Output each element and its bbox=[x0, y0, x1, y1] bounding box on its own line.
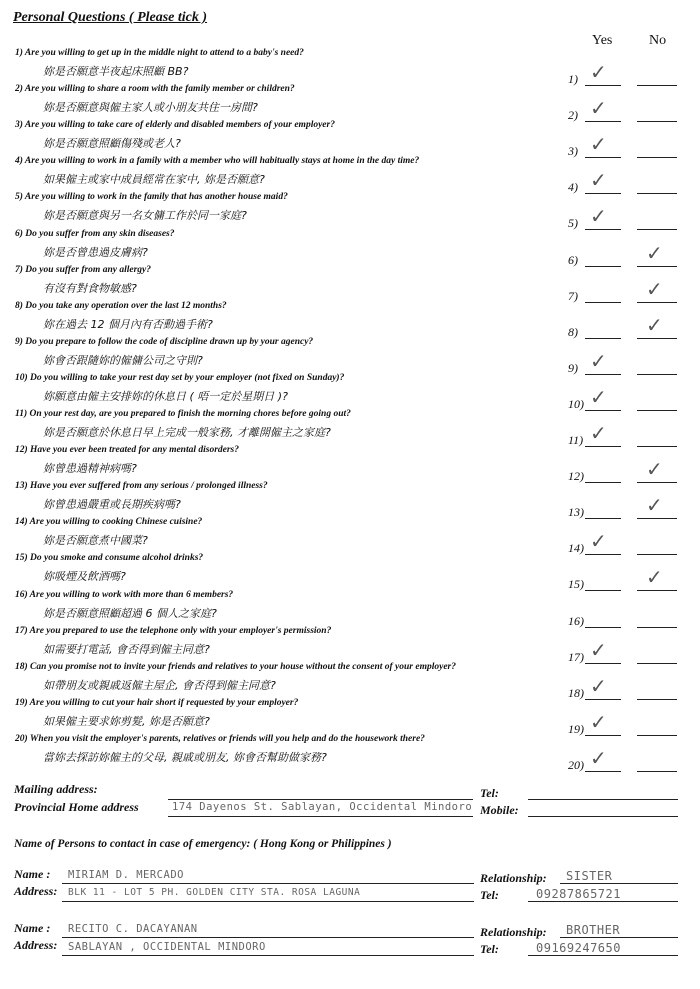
question-english: 2) Are you willing to share a room with the family member or children? bbox=[15, 84, 295, 94]
question-chinese: 妳是否願意與僱主家人或小朋友共住一房間? bbox=[43, 101, 258, 114]
question-chinese: 如帶朋友或親戚返僱主屋企, 會否得到僱主同意? bbox=[43, 679, 276, 692]
question-english: 12) Have you ever been treated for any mental disorders? bbox=[15, 445, 240, 455]
question-chinese: 如果僱主要求妳剪髮, 妳是否願意? bbox=[43, 715, 210, 728]
yes-answer-field[interactable] bbox=[585, 157, 621, 158]
question-number: 7) bbox=[568, 289, 578, 303]
question-row bbox=[15, 445, 584, 483]
no-answer-field[interactable] bbox=[637, 627, 677, 628]
yes-tick-icon: ✓ bbox=[590, 529, 607, 553]
yes-tick-icon: ✓ bbox=[590, 421, 607, 445]
contact-2-address: SABLAYAN , OCCIDENTAL MINDORO bbox=[68, 941, 266, 953]
contact-2-tel-field[interactable] bbox=[528, 955, 678, 956]
yes-answer-field[interactable] bbox=[585, 121, 621, 122]
yes-tick-icon: ✓ bbox=[590, 710, 607, 734]
contact-2-tel: 09169247650 bbox=[536, 941, 621, 955]
provincial-address-value: 174 Dayenos St. Sablayan, Occidental Mindoro bbox=[172, 801, 473, 813]
yes-tick-icon: ✓ bbox=[590, 204, 607, 228]
no-answer-field[interactable] bbox=[637, 229, 677, 230]
tel-field[interactable] bbox=[528, 799, 678, 800]
question-row bbox=[15, 662, 584, 700]
question-number: 16) bbox=[568, 614, 584, 628]
question-number: 6) bbox=[568, 253, 578, 267]
yes-answer-field[interactable] bbox=[585, 735, 621, 736]
question-row bbox=[15, 120, 578, 158]
question-row bbox=[15, 84, 578, 122]
question-row bbox=[15, 156, 578, 194]
question-number: 2) bbox=[568, 108, 578, 122]
no-answer-field[interactable] bbox=[637, 302, 677, 303]
yes-answer-field[interactable] bbox=[585, 518, 621, 519]
question-english: 15) Do you smoke and consume alcohol drinks? bbox=[15, 553, 204, 563]
contact-2-tel-label: Tel: bbox=[480, 942, 499, 956]
question-number: 9) bbox=[568, 361, 578, 375]
question-english: 18) Can you promise not to invite your friends and relatives to your house without the consent of your employer? bbox=[15, 662, 456, 672]
contact-2-address-field[interactable] bbox=[62, 955, 474, 956]
question-chinese: 妳在過去 12 個月內有否動過手術? bbox=[43, 318, 213, 331]
no-tick-icon: ✓ bbox=[646, 313, 663, 337]
no-answer-field[interactable] bbox=[637, 374, 677, 375]
yes-answer-field[interactable] bbox=[585, 374, 621, 375]
contact-1-address-field[interactable] bbox=[62, 901, 474, 902]
contact-1-tel: 09287865721 bbox=[536, 887, 621, 901]
contact-2-relationship: BROTHER bbox=[566, 923, 621, 937]
contact-1-relationship: SISTER bbox=[566, 869, 613, 883]
no-tick-icon: ✓ bbox=[646, 493, 663, 517]
yes-answer-field[interactable] bbox=[585, 482, 621, 483]
question-chinese: 妳是否願意半夜起床照顧 BB? bbox=[43, 65, 189, 78]
question-chinese: 妳是否願意與另一名女傭工作於同一家庭? bbox=[43, 209, 247, 222]
yes-answer-field[interactable] bbox=[585, 446, 621, 447]
question-number: 10) bbox=[568, 397, 584, 411]
question-english: 5) Are you willing to work in the family that has another house maid? bbox=[15, 192, 288, 202]
yes-answer-field[interactable] bbox=[585, 699, 621, 700]
contact-1-relationship-field[interactable] bbox=[560, 883, 678, 884]
no-answer-field[interactable] bbox=[637, 193, 677, 194]
no-answer-field[interactable] bbox=[637, 554, 677, 555]
no-tick-icon: ✓ bbox=[646, 277, 663, 301]
mailing-address-field[interactable] bbox=[168, 799, 473, 800]
yes-answer-field[interactable] bbox=[585, 302, 621, 303]
yes-column-header: Yes bbox=[592, 33, 613, 48]
contact-1-relationship-label: Relationship: bbox=[480, 871, 547, 885]
contact-1-tel-label: Tel: bbox=[480, 888, 499, 902]
question-row bbox=[15, 734, 584, 772]
question-english: 13) Have you ever suffered from any serious / prolonged illness? bbox=[15, 481, 268, 491]
question-number: 11) bbox=[568, 433, 584, 447]
no-answer-field[interactable] bbox=[637, 590, 677, 591]
question-chinese: 妳是否願意照顧超過 6 個人之家庭? bbox=[43, 607, 217, 620]
contact-2-relationship-label: Relationship: bbox=[480, 925, 547, 939]
question-english: 16) Are you willing to work with more than 6 members? bbox=[15, 590, 234, 600]
question-number: 18) bbox=[568, 686, 584, 700]
contact-2-address-label: Address: bbox=[14, 938, 58, 952]
mobile-field[interactable] bbox=[528, 816, 678, 817]
yes-answer-field[interactable] bbox=[585, 266, 621, 267]
question-chinese: 妳是否願意照顧傷殘或老人? bbox=[43, 137, 181, 150]
question-english: 1) Are you willing to get up in the middle night to attend to a baby's need? bbox=[15, 48, 304, 58]
contact-2-name-label: Name : bbox=[14, 921, 51, 935]
yes-answer-field[interactable] bbox=[585, 410, 621, 411]
question-row bbox=[15, 337, 578, 375]
yes-answer-field[interactable] bbox=[585, 627, 621, 628]
question-row bbox=[15, 265, 578, 303]
question-chinese: 妳曾患過精神病嗎? bbox=[43, 462, 137, 475]
question-number: 17) bbox=[568, 650, 584, 664]
question-chinese: 妳曾患過嚴重或長期疾病嗎? bbox=[43, 498, 181, 511]
no-tick-icon: ✓ bbox=[646, 241, 663, 265]
no-answer-field[interactable] bbox=[637, 771, 677, 772]
no-answer-field[interactable] bbox=[637, 663, 677, 664]
yes-answer-field[interactable] bbox=[585, 590, 621, 591]
no-tick-icon: ✓ bbox=[646, 565, 663, 589]
contact-2-relationship-field[interactable] bbox=[560, 937, 678, 938]
yes-answer-field[interactable] bbox=[585, 771, 621, 772]
yes-tick-icon: ✓ bbox=[590, 385, 607, 409]
yes-answer-field[interactable] bbox=[585, 229, 621, 230]
no-answer-field[interactable] bbox=[637, 482, 677, 483]
page-title: Personal Questions ( Please tick ) bbox=[13, 10, 208, 25]
no-answer-field[interactable] bbox=[637, 338, 677, 339]
question-number: 12) bbox=[568, 469, 584, 483]
question-row bbox=[15, 409, 584, 447]
contact-2-name-field[interactable] bbox=[62, 937, 474, 938]
question-chinese: 如需要打電話, 會否得到僱主同意? bbox=[43, 643, 210, 656]
question-english: 7) Do you suffer from any allergy? bbox=[15, 265, 151, 275]
yes-tick-icon: ✓ bbox=[590, 60, 607, 84]
yes-answer-field[interactable] bbox=[585, 85, 621, 86]
contact-1-name-label: Name : bbox=[14, 867, 51, 881]
question-chinese: 妳是否願意於休息日早上完成一般家務, 才離開僱主之家庭? bbox=[43, 426, 331, 439]
yes-tick-icon: ✓ bbox=[590, 349, 607, 373]
question-chinese: 妳願意由僱主安排妳的休息日 ( 唔一定於星期日 )? bbox=[43, 390, 288, 403]
question-row bbox=[15, 481, 584, 519]
mobile-label: Mobile: bbox=[480, 803, 519, 817]
provincial-address-label: Provincial Home address bbox=[14, 800, 139, 814]
question-row bbox=[15, 48, 578, 86]
emergency-heading: Name of Persons to contact in case of emergency: ( Hong Kong or Philippines ) bbox=[14, 838, 392, 850]
no-answer-field[interactable] bbox=[637, 85, 677, 86]
question-row bbox=[15, 229, 578, 267]
question-english: 11) On your rest day, are you prepared to finish the morning chores before going out? bbox=[15, 409, 351, 419]
question-number: 14) bbox=[568, 541, 584, 555]
tel-label: Tel: bbox=[480, 786, 499, 800]
question-number: 5) bbox=[568, 216, 578, 230]
no-answer-field[interactable] bbox=[637, 121, 677, 122]
mailing-address-label: Mailing address: bbox=[14, 782, 98, 796]
question-english: 8) Do you take any operation over the last 12 months? bbox=[15, 301, 227, 311]
yes-answer-field[interactable] bbox=[585, 193, 621, 194]
provincial-address-field[interactable] bbox=[168, 816, 473, 817]
question-row bbox=[15, 553, 584, 591]
question-row bbox=[15, 517, 584, 555]
yes-tick-icon: ✓ bbox=[590, 638, 607, 662]
question-english: 20) When you visit the employer's parents, relatives or friends will you help and do the housework there? bbox=[15, 734, 425, 744]
no-answer-field[interactable] bbox=[637, 518, 677, 519]
question-english: 6) Do you suffer from any skin diseases? bbox=[15, 229, 175, 239]
question-row bbox=[15, 590, 584, 628]
contact-1-name-field[interactable] bbox=[62, 883, 474, 884]
question-english: 14) Are you willing to cooking Chinese cuisine? bbox=[15, 517, 203, 527]
question-english: 9) Do you prepare to follow the code of discipline drawn up by your agency? bbox=[15, 337, 314, 347]
question-chinese: 妳是否曾患過皮膚病? bbox=[43, 246, 148, 259]
yes-tick-icon: ✓ bbox=[590, 96, 607, 120]
question-number: 15) bbox=[568, 577, 584, 591]
question-number: 20) bbox=[568, 758, 584, 772]
question-chinese: 妳會否跟隨妳的僱傭公司之守則? bbox=[43, 354, 203, 367]
no-column-header: No bbox=[649, 33, 667, 48]
question-number: 3) bbox=[568, 144, 578, 158]
question-english: 4) Are you willing to work in a family with a member who will habitually stays at home in the day time? bbox=[15, 156, 420, 166]
question-chinese: 妳是否願意煮中國菜? bbox=[43, 534, 148, 547]
contact-1-tel-field[interactable] bbox=[528, 901, 678, 902]
question-row bbox=[15, 373, 584, 411]
no-answer-field[interactable] bbox=[637, 410, 677, 411]
question-english: 3) Are you willing to take care of elderly and disabled members of your employer? bbox=[15, 120, 335, 130]
question-english: 19) Are you willing to cut your hair short if requested by your employer? bbox=[15, 698, 299, 708]
no-answer-field[interactable] bbox=[637, 446, 677, 447]
question-chinese: 如果僱主或家中成員經常在家中, 妳是否願意? bbox=[43, 173, 265, 186]
no-answer-field[interactable] bbox=[637, 157, 677, 158]
yes-tick-icon: ✓ bbox=[590, 132, 607, 156]
contact-1-address-label: Address: bbox=[14, 884, 58, 898]
contact-1-name: MIRIAM D. MERCADO bbox=[68, 869, 184, 881]
question-number: 8) bbox=[568, 325, 578, 339]
question-number: 1) bbox=[568, 72, 578, 86]
question-english: 10) Do you willing to take your rest day set by your employer (not fixed on Sunday)? bbox=[15, 373, 345, 383]
question-english: 17) Are you prepared to use the telephone only with your employer's permission? bbox=[15, 626, 332, 636]
yes-answer-field[interactable] bbox=[585, 338, 621, 339]
question-chinese: 妳吸煙及飲酒嗎? bbox=[43, 570, 126, 583]
contact-2-name: RECITO C. DACAYANAN bbox=[68, 923, 198, 935]
no-tick-icon: ✓ bbox=[646, 457, 663, 481]
no-answer-field[interactable] bbox=[637, 735, 677, 736]
no-answer-field[interactable] bbox=[637, 699, 677, 700]
question-chinese: 當妳去探訪妳僱主的父母, 親戚或朋友, 妳會否幫助做家務? bbox=[43, 751, 327, 764]
yes-answer-field[interactable] bbox=[585, 554, 621, 555]
question-row bbox=[15, 698, 584, 736]
question-row bbox=[15, 626, 584, 664]
yes-answer-field[interactable] bbox=[585, 663, 621, 664]
yes-tick-icon: ✓ bbox=[590, 746, 607, 770]
question-chinese: 有沒有對食物敏感? bbox=[43, 282, 137, 295]
question-row bbox=[15, 192, 578, 230]
question-number: 19) bbox=[568, 722, 584, 736]
contact-1-address: BLK 11 - LOT 5 PH. GOLDEN CITY STA. ROSA LAGUNA bbox=[68, 887, 361, 898]
question-number: 4) bbox=[568, 180, 578, 194]
question-row bbox=[15, 301, 578, 339]
no-answer-field[interactable] bbox=[637, 266, 677, 267]
yes-tick-icon: ✓ bbox=[590, 168, 607, 192]
yes-tick-icon: ✓ bbox=[590, 674, 607, 698]
question-number: 13) bbox=[568, 505, 584, 519]
